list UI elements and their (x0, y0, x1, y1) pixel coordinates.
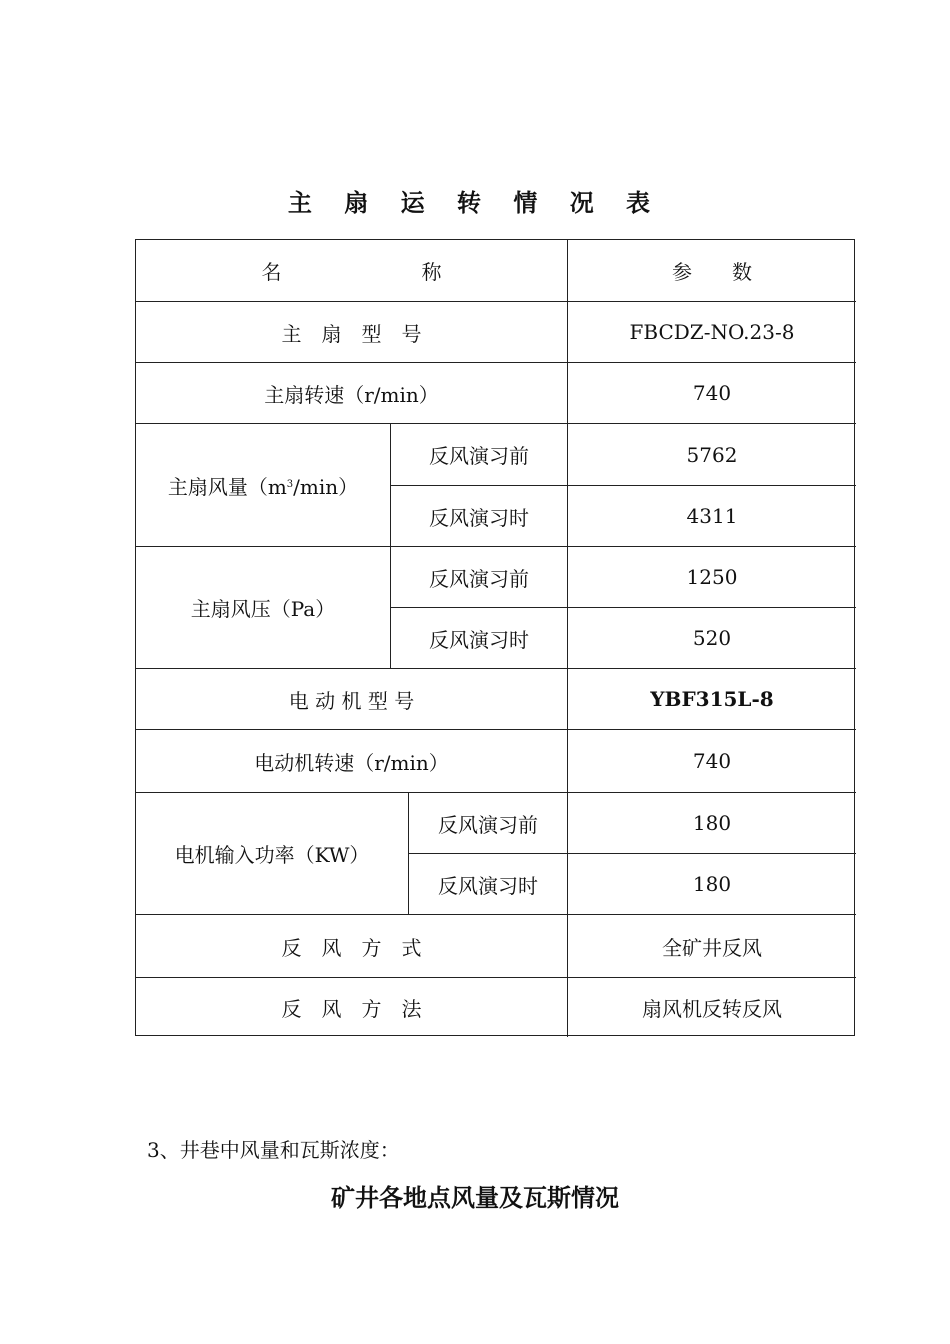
motor-power-before-label: 反风演习前 (438, 812, 538, 837)
motor-power-during-value: 180 (692, 872, 732, 896)
fan-airflow-label-prefix: 主扇风量（m (167, 474, 287, 499)
table-title: 主 扇 运 转 情 况 表 (287, 189, 663, 217)
fan-speed-label: 主扇转速（r/min） (264, 382, 439, 407)
fan-operation-table (135, 239, 855, 1036)
fan-model-value: FBCDZ-NO.23-8 (629, 320, 795, 344)
fan-airflow-label: 主扇风量（m 3 /min） (136, 424, 390, 546)
motor-power-before-value: 180 (692, 811, 732, 835)
fan-airflow-before-label: 反风演习前 (429, 444, 529, 468)
reverse-method-value: 扇风机反转反风 (642, 996, 782, 1021)
fan-pressure-during-label: 反风演习时 (429, 627, 529, 652)
reverse-method-label: 反 风 方 法 (281, 996, 422, 1021)
fan-airflow-during-label: 反风演习时 (429, 505, 529, 530)
motor-speed-value: 740 (692, 749, 732, 773)
fan-airflow-before-value: 5762 (686, 442, 738, 467)
fan-speed-value: 740 (692, 381, 732, 405)
subtitle: 矿井各地点风量及瓦斯情况 (331, 1184, 619, 1212)
motor-power-label: 电机输入功率（KW） (174, 843, 370, 867)
motor-model-label: 电 动 机 型 号 (288, 688, 415, 713)
fan-pressure-during-value: 520 (692, 626, 732, 650)
header-param: 参 数 (672, 260, 752, 284)
fan-model-label: 主 扇 型 号 (281, 321, 422, 346)
reverse-mode-value: 全矿井反风 (662, 935, 762, 960)
fan-pressure-before-label: 反风演习前 (429, 566, 529, 591)
fan-airflow-label-suffix: /min） (293, 474, 359, 499)
motor-speed-label: 电动机转速（r/min） (254, 750, 449, 775)
header-name: 名 称 (261, 260, 442, 284)
section-heading: 3、井巷中风量和瓦斯浓度： (147, 1138, 400, 1162)
motor-model-value: YBF315L-8 (650, 687, 774, 711)
fan-airflow-during-value: 4311 (686, 504, 738, 528)
fan-pressure-label: 主扇风压（Pa） (190, 597, 336, 621)
motor-power-during-label: 反风演习时 (438, 873, 538, 898)
fan-pressure-before-value: 1250 (686, 565, 738, 589)
reverse-mode-label: 反 风 方 式 (281, 935, 422, 960)
